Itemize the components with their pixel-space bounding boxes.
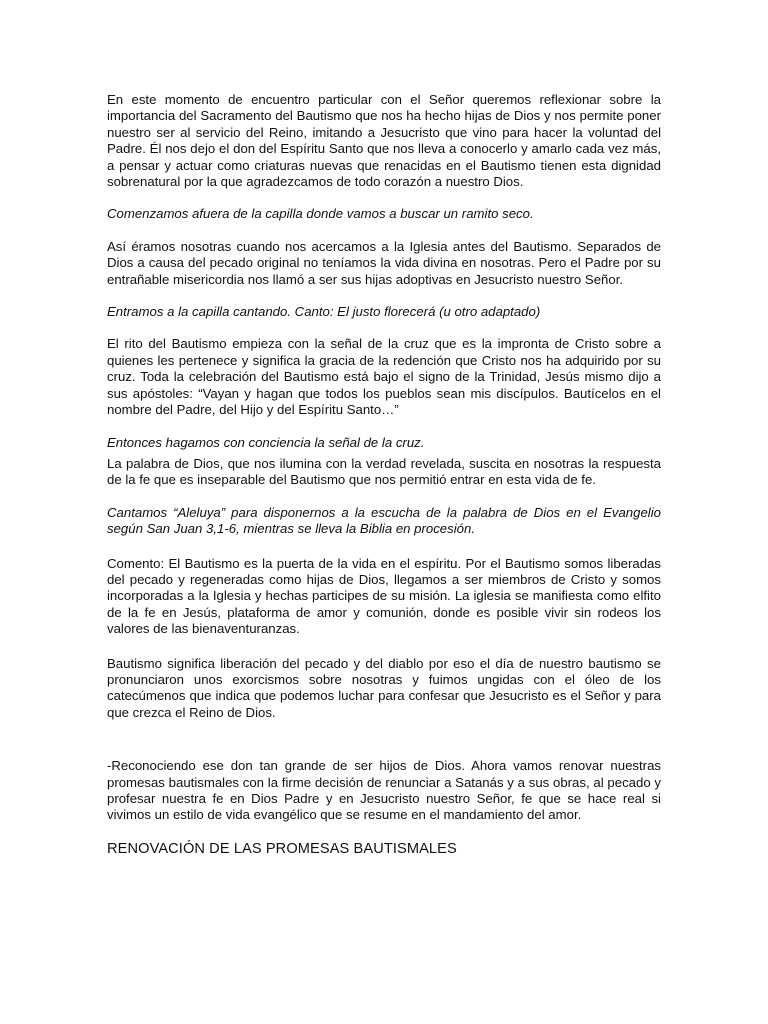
paragraph-liberation: Bautismo significa liberación del pecado y del diablo por eso el día de nuestro bautismo se pronunciaron unos exorcismos sobre nosotras y fuimos ungidas con el óleo de los catecúmenos que indica que podemos luchar para confesar que Jesucristo es el Señor y para que crezca el Reino de Dios. <box>107 655 661 720</box>
instruction-enter-chapel: Entramos a la capilla cantando. Canto: El justo florecerá (u otro adaptado) <box>107 304 541 320</box>
intro-paragraph: En este momento de encuentro particular con el Señor queremos reflexionar sobre la importancia del Sacramento del Bautismo que nos ha hecho hijas de Dios y nos permite poner nuestro ser al servicio del Reino, imitando a Jesucristo que vino para hacer la voluntad del Padre. Él nos dejo el don del Espíritu Santo que nos lleva a conocerlo y amarlo cada vez más, a pensar y actuar como criaturas nuevas que renacidas en el Bautismo tienen esta dignidad sobrenatural por la que agradezcamos de todo corazón a nuestro Dios. <box>107 92 661 190</box>
paragraph-before-baptism: Así éramos nosotras cuando nos acercamos a la Iglesia antes del Bautismo. Separados de Dios a causa del pecado original no teníamos la vida divina en nosotras. Pero el Padre por su entrañable misericordia nos llamó a ser sus hijas adoptivas en Jesucristo nuestro Señor. <box>107 238 661 287</box>
section-heading: RENOVACIÓN DE LAS PROMESAS BAUTISMALES <box>107 840 457 857</box>
instruction-sign-of-cross: Entonces hagamos con conciencia la señal de la cruz. <box>107 434 425 450</box>
paragraph-word-of-god: La palabra de Dios, que nos ilumina con la verdad revelada, suscita en nosotras la respuesta de la fe que es inseparable del Bautismo que nos permitió entrar en esta vida de fe. <box>107 455 661 488</box>
instruction-aleluya: Cantamos “Aleluya” para disponernos a la escucha de la palabra de Dios en el Evangelio según San Juan 3,1-6, mientras se lleva la Biblia en procesión. <box>107 504 661 537</box>
instruction-outside-chapel: Comenzamos afuera de la capilla donde vamos a buscar un ramito seco. <box>107 206 534 222</box>
paragraph-sign-of-cross: El rito del Bautismo empieza con la señal de la cruz que es la impronta de Cristo sobre a quienes les pertenece y significa la gracia de la redención que Cristo nos ha adquirido por su cruz. Toda la celebración del Bautismo está bajo el signo de la Trinidad, Jesús mismo dijo a sus apóstoles: “Vayan y hagan que todos los pueblos sean mis discípulos. Bautícelos en el nombre del Padre, del Hijo y del Espíritu Santo…” <box>107 336 661 418</box>
paragraph-comment: Comento: El Bautismo es la puerta de la vida en el espíritu. Por el Bautismo somos liberadas del pecado y regeneradas como hijas de Dios, llegamos a ser miembros de Cristo y somos incorporadas a la Iglesia y hechas participes de su misión. La iglesia se manifiesta como elfito de la fe en Jesús, plataforma de amor y comunión, donde es posible vivir sin rodeos los valores de las bienaventuranzas. <box>107 555 661 637</box>
paragraph-renewal: -Reconociendo ese don tan grande de ser hijos de Dios. Ahora vamos renovar nuestras promesas bautismales con la firme decisión de renunciar a Satanás y a sus obras, al pecado y profesar nuestra fe en Dios Padre y en Jesucristo nuestro Señor, fe que se hace real si vivimos un estilo de vida evangélico que se resume en el mandamiento del amor. <box>107 758 661 823</box>
document-page <box>107 92 661 858</box>
